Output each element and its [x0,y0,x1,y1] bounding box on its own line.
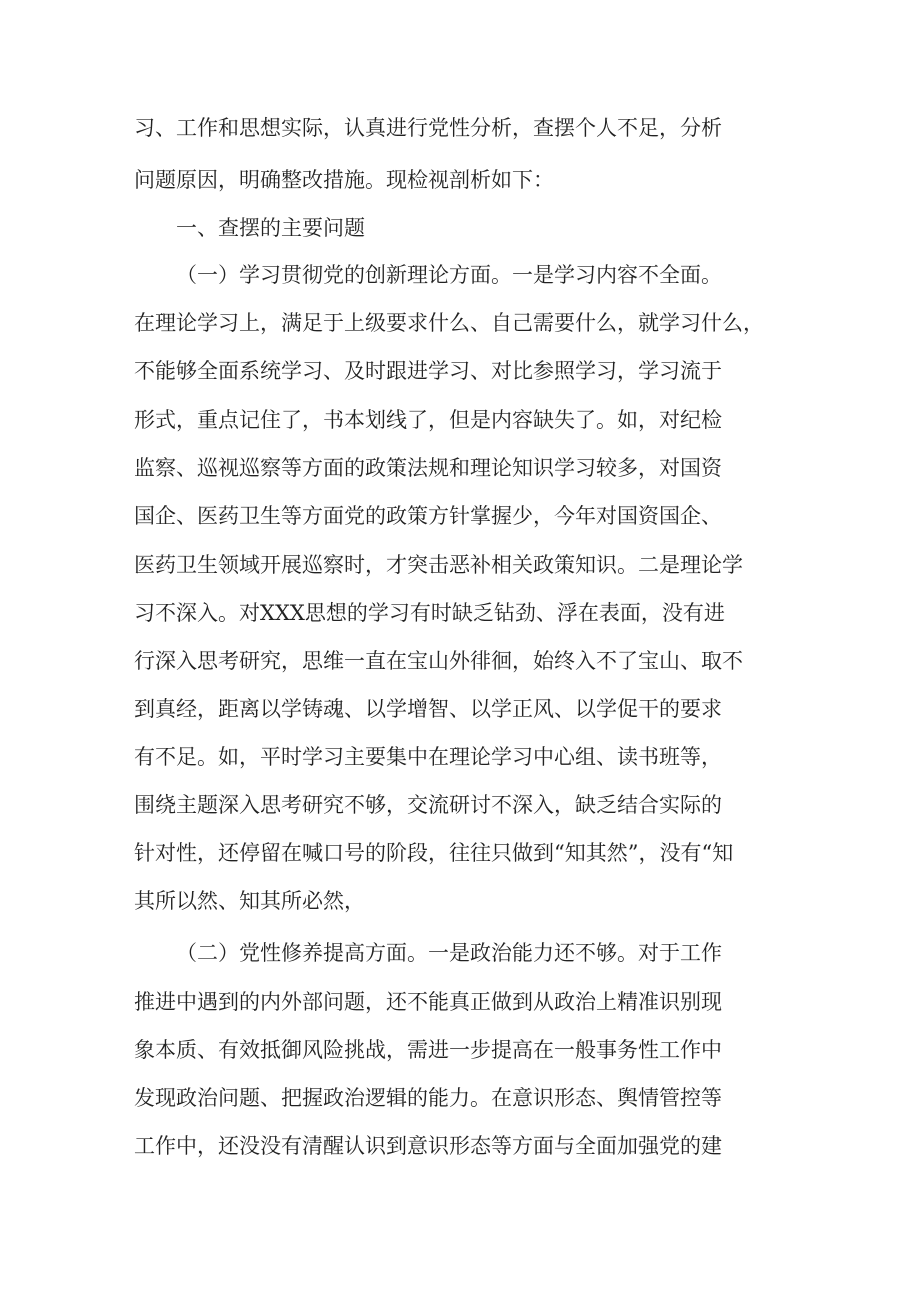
text-line-22: 工作中，还没没有清醒认识到意识形态等方面与全面加强党的建 [134,1134,722,1158]
text-line-16: 针对性，还停留在喊口号的阶段，往往只做到“知其然”，没有“知 [134,841,734,865]
text-line-15: 围绕主题深入思考研究不够，交流研讨不深入，缺乏结合实际的 [134,793,722,817]
text-line-6: 不能够全面系统学习、及时跟进学习、对比参照学习，学习流于 [134,359,722,383]
text-line-10: 医药卫生领域开展巡察时，才突击恶补相关政策知识。二是理论学 [134,553,743,577]
text-line-20: 象本质、有效抵御风险挑战，需进一步提高在一般事务性工作中 [134,1038,722,1062]
text-line-7: 形式，重点记住了，书本划线了，但是内容缺失了。如，对纪检 [134,408,722,432]
text-line-19: 推进中遇到的内外部问题，还不能真正做到从政治上精准识别现 [134,990,722,1014]
text-line-21: 发现政治问题、把握政治逻辑的能力。在意识形态、舆情管控等 [134,1086,722,1110]
text-line-8: 监察、巡视巡察等方面的政策法规和理论知识学习较多，对国资 [134,456,722,480]
subsection-heading-2: （二）党性修养提高方面。一是政治能力还不够。对于工作 [176,941,722,965]
text-line-12: 行深入思考研究，思维一直在宝山外徘徊，始终入不了宝山、取不 [134,649,743,673]
subsection-heading-1: （一）学习贯彻党的创新理论方面。一是学习内容不全面。 [176,263,722,287]
text-line-1: 习、工作和思想实际，认真进行党性分析，查摆个人不足，分析 [134,116,722,140]
text-line-13: 到真经，距离以学铸魂、以学增智、以学正风、以学促干的要求 [134,697,722,721]
text-line-5: 在理论学习上，满足于上级要求什么、自己需要什么，就学习什么， [134,311,764,335]
text-line-9: 国企、医药卫生等方面党的政策方针掌握少，今年对国资国企、 [134,504,722,528]
section-heading-1: 一、查摆的主要问题 [176,216,365,240]
text-line-17: 其所以然、知其所必然， [134,889,365,913]
text-line-11: 习不深入。对XXX思想的学习有时缺乏钻劲、浮在表面，没有进 [134,601,725,625]
text-line-14: 有不足。如，平时学习主要集中在理论学习中心组、读书班等， [134,745,722,769]
text-line-2: 问题原因，明确整改措施。现检视剖析如下： [134,168,554,192]
